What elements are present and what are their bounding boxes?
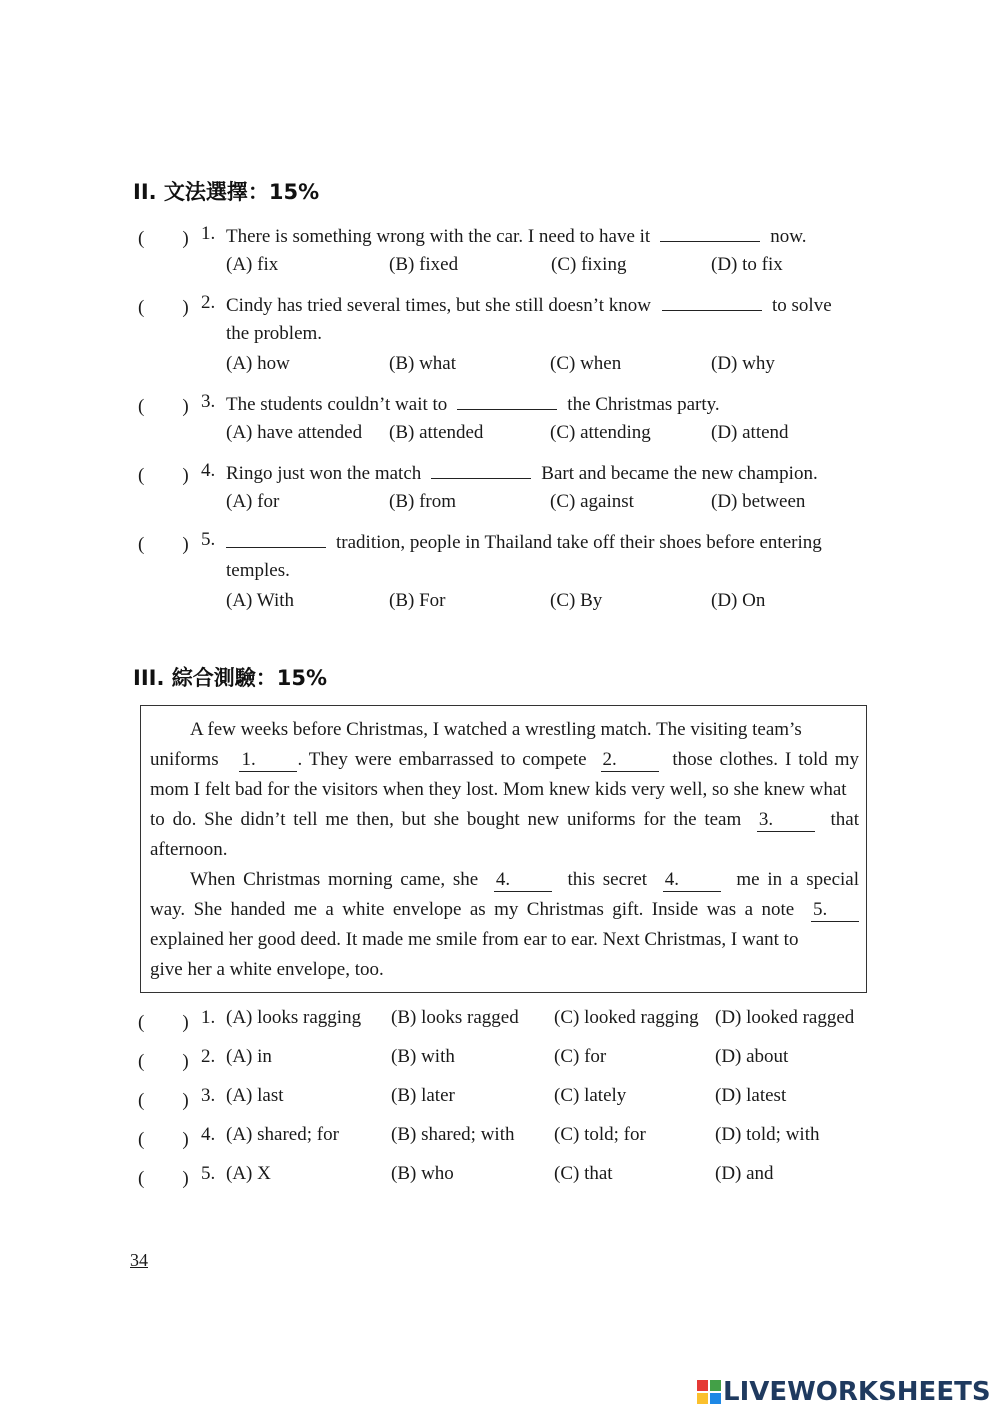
option-d: (D) between [711, 491, 806, 512]
option-b: (B) shared; with [391, 1124, 515, 1145]
passage-line: explained her good deed. It made me smile from ear to ear. Next Christmas, I want to [150, 929, 799, 950]
answer-blank [226, 529, 326, 548]
answer-paren[interactable]: ( ) [138, 1090, 189, 1111]
question-stem: The students couldn’t wait to the Christmas party. [226, 391, 720, 416]
answer-blank [431, 460, 531, 479]
blank-2: 2. [601, 749, 659, 772]
blank-4b: 4. [663, 869, 721, 892]
question-stem-continued: the problem. [226, 323, 323, 344]
option-d: (D) looked ragged [715, 1007, 855, 1028]
question-number: 3. [201, 391, 216, 412]
answer-paren[interactable]: ( ) [138, 1168, 189, 1189]
answer-blank [662, 292, 762, 311]
option-b: (B) with [391, 1046, 455, 1067]
option-d: (D) On [711, 590, 766, 611]
option-d: (D) to fix [711, 254, 783, 275]
question-number: 5. [201, 529, 216, 550]
option-b: (B) For [389, 590, 446, 611]
passage-line: mom I felt bad for the visitors when they lost. Mom knew kids very well, so she knew what [150, 779, 847, 800]
logo-text: LIVEWORKSHEETS [723, 1377, 991, 1407]
question-number: 2. [201, 1046, 216, 1067]
question-number: 2. [201, 292, 216, 313]
option-d: (D) and [715, 1163, 774, 1184]
cloze-passage-box [140, 705, 867, 993]
answer-paren[interactable]: ( ) [138, 1012, 189, 1033]
option-a: (A) for [226, 491, 280, 512]
question-number: 1. [201, 223, 216, 244]
answer-paren[interactable]: ( ) [138, 534, 189, 555]
option-c: (C) told; for [554, 1124, 646, 1145]
option-a: (A) With [226, 590, 295, 611]
question-number: 5. [201, 1163, 216, 1184]
option-d: (D) told; with [715, 1124, 820, 1145]
option-c: (C) fixing [551, 254, 627, 275]
blank-4a: 4. [494, 869, 552, 892]
question-stem: tradition, people in Thailand take off their shoes before entering [226, 529, 822, 554]
option-c: (C) lately [554, 1085, 627, 1106]
option-b: (B) looks ragged [391, 1007, 519, 1028]
question-number: 4. [201, 460, 216, 481]
question-stem: Cindy has tried several times, but she still doesn’t know to solve [226, 292, 832, 317]
passage-line: A few weeks before Christmas, I watched a wrestling match. The visiting team’s [190, 719, 802, 740]
option-c: (C) By [550, 590, 603, 611]
option-a: (A) fix [226, 254, 279, 275]
passage-line: When Christmas morning came, she 4. this secret 4. me in a special [190, 869, 860, 890]
passage-line: uniforms 1. . They were embarrassed to compete 2. those clothes. I told my [150, 749, 860, 770]
answer-paren[interactable]: ( ) [138, 465, 189, 486]
option-c: (C) attending [550, 422, 651, 443]
option-a: (A) shared; for [226, 1124, 339, 1145]
answer-paren[interactable]: ( ) [138, 228, 189, 249]
option-b: (B) from [389, 491, 457, 512]
answer-paren[interactable]: ( ) [138, 1129, 189, 1150]
option-a: (A) have attended [226, 422, 363, 443]
option-c: (C) against [550, 491, 634, 512]
section-2-heading: II. 文法選擇：15% [133, 180, 320, 204]
question-number: 3. [201, 1085, 216, 1106]
option-c: (C) that [554, 1163, 613, 1184]
option-a: (A) looks ragging [226, 1007, 362, 1028]
answer-paren[interactable]: ( ) [138, 297, 189, 318]
option-b: (B) later [391, 1085, 455, 1106]
option-c: (C) when [550, 353, 622, 374]
answer-blank [660, 223, 760, 242]
liveworksheets-logo [697, 1377, 991, 1407]
blank-1: 1. [239, 749, 297, 772]
section-3-heading: III. 綜合測驗：15% [133, 666, 327, 690]
question-stem-continued: temples. [226, 560, 290, 581]
option-d: (D) attend [711, 422, 789, 443]
option-b: (B) what [389, 353, 457, 374]
option-d: (D) about [715, 1046, 789, 1067]
option-c: (C) for [554, 1046, 607, 1067]
option-a: (A) in [226, 1046, 272, 1067]
question-number: 4. [201, 1124, 216, 1145]
option-d: (D) latest [715, 1085, 787, 1106]
option-b: (B) who [391, 1163, 454, 1184]
passage-line: to do. She didn’t tell me then, but she bought new uniforms for the team 3. that [150, 809, 860, 830]
option-a: (A) last [226, 1085, 284, 1106]
question-number: 1. [201, 1007, 216, 1028]
blank-5: 5. [811, 899, 859, 922]
question-stem: Ringo just won the match Bart and became the new champion. [226, 460, 818, 485]
page-number: 34 [130, 1250, 148, 1270]
answer-paren[interactable]: ( ) [138, 1051, 189, 1072]
blank-3: 3. [757, 809, 815, 832]
option-c: (C) looked ragging [554, 1007, 699, 1028]
option-b: (B) fixed [389, 254, 459, 275]
option-b: (B) attended [389, 422, 484, 443]
answer-blank [457, 391, 557, 410]
question-stem: There is something wrong with the car. I need to have it now. [226, 223, 806, 248]
passage-line: way. She handed me a white envelope as my Christmas gift. Inside was a note 5. [150, 899, 859, 922]
answer-paren[interactable]: ( ) [138, 396, 189, 417]
passage-line: afternoon. [150, 839, 228, 860]
logo-grid-icon [697, 1380, 721, 1404]
passage-line: give her a white envelope, too. [150, 959, 384, 980]
option-d: (D) why [711, 353, 775, 374]
option-a: (A) how [226, 353, 290, 374]
option-a: (A) X [226, 1163, 271, 1184]
